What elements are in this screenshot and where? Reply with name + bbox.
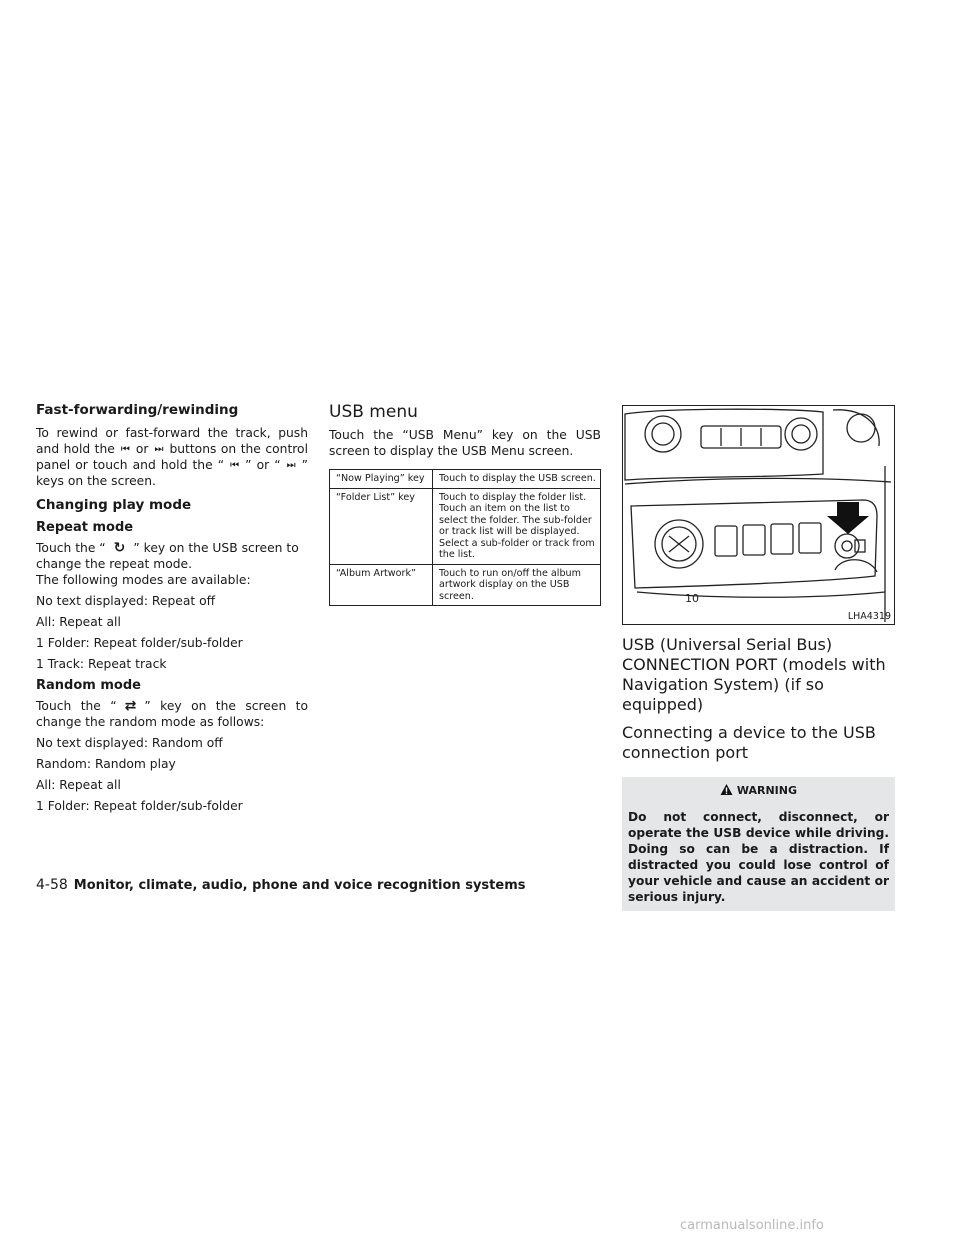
shuffle-icon: ⇄ [124, 698, 137, 714]
random-item: 1 Folder: Repeat folder/sub-folder [36, 799, 243, 813]
page-footer [36, 877, 525, 893]
repeat-paragraph: Touch the “ ↻ ” key on the USB screen to change the repeat mode. The following modes are available: [36, 540, 299, 587]
dashboard-drawing [623, 406, 893, 623]
heading-repeat-mode: Repeat mode [36, 520, 134, 535]
heading-changing-play-mode: Changing play mode [36, 497, 192, 513]
table-row [330, 564, 601, 606]
repeat-item: 1 Track: Repeat track [36, 657, 167, 671]
repeat-item: 1 Folder: Repeat folder/sub-folder [36, 636, 243, 650]
figure-label: LHA4319 [847, 611, 891, 622]
random-item: No text displayed: Random off [36, 736, 223, 750]
heading-usb-connection-port: USB (Universal Serial Bus) CONNECTION PORT (models with Navigation System) (if so equipped) [622, 635, 886, 714]
repeat-item: All: Repeat all [36, 615, 121, 629]
heading-random-mode: Random mode [36, 678, 141, 693]
section-title: Monitor, climate, audio, phone and voice recognition systems [73, 878, 526, 893]
prev-track-icon: ⏮ [230, 460, 240, 471]
column-left [36, 402, 308, 819]
heading-connecting-device: Connecting a device to the USB connection port [622, 723, 876, 762]
next-track-icon: ⏭ [286, 460, 296, 471]
table-key-cell: “Folder List” key [330, 488, 433, 564]
repeat-item: No text displayed: Repeat off [36, 594, 216, 608]
table-key-cell: “Album Artwork” [330, 564, 433, 606]
warning-heading [628, 777, 889, 809]
next-track-icon: ⏭ [154, 444, 164, 455]
usb-menu-table [329, 469, 601, 606]
warning-title: WARNING [736, 784, 797, 797]
column-right [622, 402, 895, 911]
usb-menu-intro: Touch the “USB Menu” key on the USB screen to display the USB Menu screen. [329, 428, 601, 458]
table-row [330, 488, 601, 564]
heading-usb-menu: USB menu [329, 402, 418, 422]
warning-text: Do not connect, disconnect, or operate the USB device while driving. Doing so can be a distraction. If distracted you could lose control of your vehicle and cause an accident or serious injury. [628, 810, 889, 904]
table-key-cell: “Now Playing” key [330, 470, 433, 489]
warning-box [622, 777, 895, 911]
arrow-icon [827, 502, 869, 534]
heading-fast-forwarding: Fast-forwarding/rewinding [36, 402, 239, 418]
warning-icon [720, 783, 733, 796]
table-row [330, 470, 601, 489]
column-middle [329, 402, 601, 606]
random-item: All: Repeat all [36, 778, 121, 792]
page-number: 4-58 [36, 877, 68, 893]
table-desc-cell: Touch to run on/off the album artwork display on the USB screen. [433, 564, 601, 606]
repeat-icon: ↻ [113, 540, 126, 556]
table-desc-cell: Touch to display the folder list. Touch an item on the list to select the folder. The sub-folder or track list will be displayed. Select a sub-folder or track from the list. [433, 488, 601, 564]
prev-track-icon: ⏮ [120, 444, 130, 455]
watermark: carmanualsonline.info [680, 1218, 824, 1233]
random-item: Random: Random play [36, 757, 176, 771]
fast-forward-paragraph: To rewind or fast-forward the track, push and hold the ⏮ or ⏭ buttons on the control panel or touch and hold the “ ⏮ ” or “ ⏭ ” keys on the screen. [36, 426, 308, 488]
usb-port-illustration [622, 405, 895, 625]
random-paragraph: Touch the “ ⇄ ” key on the screen to change the random mode as follows: [36, 698, 308, 729]
table-desc-cell: Touch to display the USB screen. [439, 473, 596, 484]
figure-callout: 10 [685, 592, 699, 605]
